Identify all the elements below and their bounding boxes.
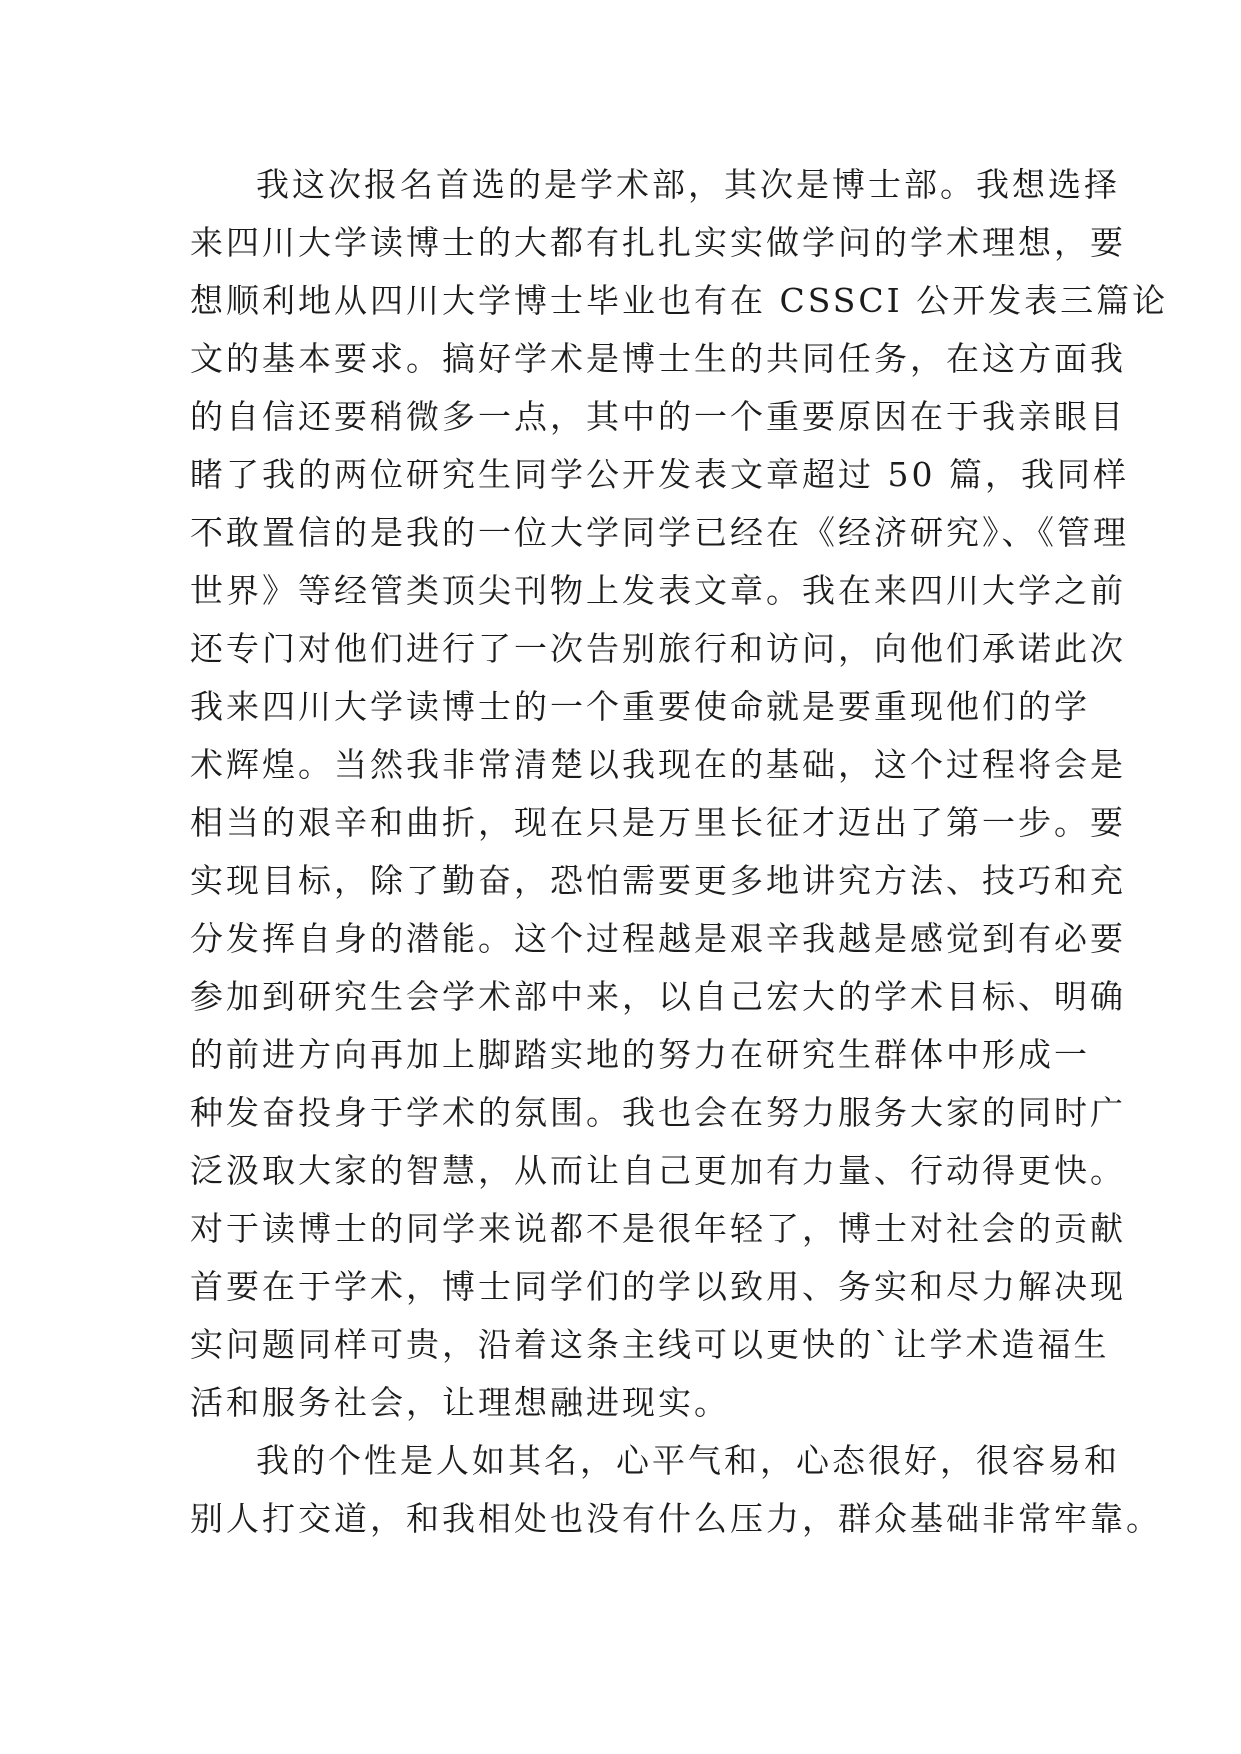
- paragraph-line: 首要在于学术，博士同学们的学以致用、务实和尽力解决现: [190, 1267, 1126, 1306]
- paragraph-line: 术辉煌。当然我非常清楚以我现在的基础，这个过程将会是: [190, 745, 1126, 784]
- paragraph-line: 相当的艰辛和曲折，现在只是万里长征才迈出了第一步。要: [190, 803, 1126, 842]
- paragraph-line: 活和服务社会，让理想融进现实。: [190, 1383, 730, 1422]
- paragraph-line: 泛汲取大家的智慧，从而让自己更加有力量、行动得更快。: [190, 1151, 1126, 1190]
- paragraph-line: 的自信还要稍微多一点，其中的一个重要原因在于我亲眼目: [190, 397, 1126, 436]
- paragraph-line: 别人打交道，和我相处也没有什么压力，群众基础非常牢靠。: [190, 1499, 1162, 1538]
- paragraph-line: 种发奋投身于学术的氛围。我也会在努力服务大家的同时广: [190, 1093, 1126, 1132]
- paragraph-line: 对于读博士的同学来说都不是很年轻了，博士对社会的贡献: [190, 1209, 1126, 1248]
- paragraph-line: 我来四川大学读博士的一个重要使命就是要重现他们的学: [190, 687, 1090, 726]
- paragraph-line: 我的个性是人如其名，心平气和，心态很好，很容易和: [256, 1441, 1120, 1480]
- paragraph-2: [190, 1432, 1162, 1548]
- paragraph-line: 不敢置信的是我的一位大学同学已经在《经济研究》、《管理: [190, 513, 1129, 552]
- paragraph-line: 睹了我的两位研究生同学公开发表文章超过 50 篇，我同样: [190, 455, 1129, 494]
- paragraph-line: 分发挥自身的潜能。这个过程越是艰辛我越是感觉到有必要: [190, 919, 1126, 958]
- paragraph-line: 实现目标，除了勤奋，恐怕需要更多地讲究方法、技巧和充: [190, 861, 1126, 900]
- paragraph-line: 的前进方向再加上脚踏实地的努力在研究生群体中形成一: [190, 1035, 1090, 1074]
- paragraph-line: 想顺利地从四川大学博士毕业也有在 CSSCI 公开发表三篇论: [190, 281, 1169, 320]
- paragraph-line: 还专门对他们进行了一次告别旅行和访问，向他们承诺此次: [190, 629, 1126, 668]
- paragraph-line: 我这次报名首选的是学术部，其次是博士部。我想选择: [256, 165, 1120, 204]
- paragraph-line: 实问题同样可贵，沿着这条主线可以更快的`让学术造福生: [190, 1325, 1110, 1364]
- paragraph-line: 来四川大学读博士的大都有扎扎实实做学问的学术理想，要: [190, 223, 1126, 262]
- paragraph-line: 参加到研究生会学术部中来，以自己宏大的学术目标、明确: [190, 977, 1126, 1016]
- paragraph-line: 文的基本要求。搞好学术是博士生的共同任务，在这方面我: [190, 339, 1126, 378]
- paragraph-line: 世界》等经管类顶尖刊物上发表文章。我在来四川大学之前: [190, 571, 1126, 610]
- paragraph-1: [190, 156, 1169, 1432]
